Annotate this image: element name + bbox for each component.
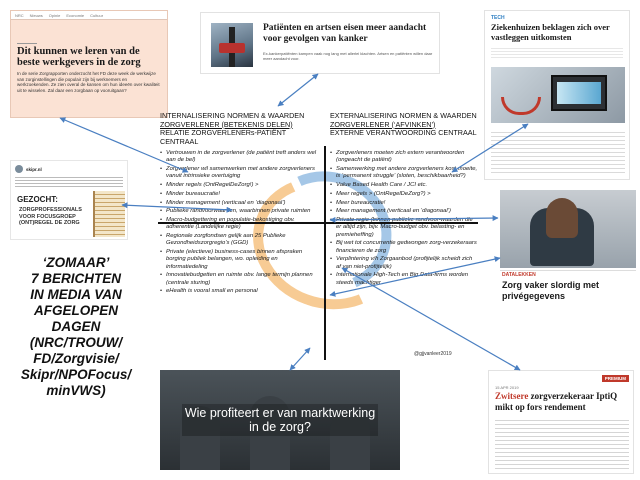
right-bullet: • Meer management (verticaal en ‘diagonaal’) xyxy=(330,208,478,215)
norms-values-diagram xyxy=(152,108,482,370)
child-shape xyxy=(546,198,578,238)
right-bullet: • Internationale High-Tech en Big Data-firms worden steeds machtiger xyxy=(330,272,478,286)
avatar[interactable] xyxy=(15,165,23,173)
headline-rest: zorgverzekeraar IptiQ mikt op fors rendement xyxy=(495,391,618,412)
left-bullets xyxy=(160,150,320,297)
datalek-headline[interactable]: Zorg vaker slordig met privégegevens xyxy=(502,280,600,301)
tweet-subtitle: ZORGPROFESSIONALS VOOR FOCUSGROEP (ONT)REGEL DE ZORG xyxy=(19,207,82,226)
caption-line: (NRC/TROUW/ xyxy=(29,335,123,350)
datalek-article-card[interactable] xyxy=(500,190,636,308)
laptop-stethoscope-photo xyxy=(491,67,625,123)
tweet-handle[interactable]: skipr.nl xyxy=(26,166,42,172)
trouw-headline[interactable]: Patiënten en artsen eisen meer aandacht voor gevolgen van kanker xyxy=(263,23,427,44)
caption-line: ‘ZOMAAR’ xyxy=(42,255,110,270)
tweet-title: GEZOCHT: xyxy=(17,195,58,204)
caption-line: FD/Zorgvisie/ xyxy=(33,351,119,366)
laptop-screen xyxy=(551,75,607,111)
right-heading xyxy=(330,112,480,138)
umbrella-photo xyxy=(211,23,253,67)
fd-headline[interactable]: Ziekenhuizen beklagen zich over vastleggen uitkomsten xyxy=(491,22,610,42)
left-bullet: • Vertrouwen in de zorgverlener (de patiënt treft anders wel aan de bel) xyxy=(160,150,320,164)
right-bullet: • Zorgverleners moeten zich extern verantwoorden (ongeacht de patiënt) xyxy=(330,150,478,164)
child-chair-photo xyxy=(500,190,636,268)
caption-line: 7 BERICHTEN xyxy=(30,271,121,286)
media-caption xyxy=(2,255,150,399)
fd-article-card[interactable] xyxy=(484,10,630,180)
left-bullet: • Minder bureaucratie! xyxy=(160,191,320,198)
tweet-header xyxy=(15,165,42,173)
stethoscope-icon xyxy=(501,97,541,115)
left-heading xyxy=(160,112,320,146)
caption-line: DAGEN xyxy=(51,319,101,334)
datalek-tag[interactable]: DATALEKKEN xyxy=(502,272,536,278)
premium-badge: PREMIUM xyxy=(602,375,629,382)
right-bullet: • Private regie (binnen publieke randvoor-waarden die er altijd zijn, bijv. Macro-budget obv. belasting- en premieheffing) xyxy=(330,217,478,239)
fd-body-text xyxy=(491,129,625,175)
headline-highlight: Zwitsere xyxy=(495,391,529,401)
right-bullet: • Meer bureaucratie! xyxy=(330,200,478,207)
right-heading-line-1: EXTERNALISERING NORMEN & WAARDEN xyxy=(330,111,477,120)
caption-line: minVWS) xyxy=(46,383,106,398)
divider xyxy=(17,43,37,44)
divider xyxy=(500,270,636,271)
left-bullet: • Private (electieve) business-cases binnen afspraken borging publiek belangen, wo. opleiding en informatiedeling xyxy=(160,249,320,271)
right-bullets xyxy=(330,150,478,288)
left-bullet: • eHealth is vooral small en personal xyxy=(160,288,320,295)
trouw-article-card[interactable] xyxy=(200,12,440,74)
right-heading-line-3: EXTERNE VERANTWOORDING CENTRAAL xyxy=(330,128,477,138)
vertical-axis xyxy=(324,146,326,360)
right-bullet: • Value Based Health Care / JCI etc. xyxy=(330,182,478,189)
nrc-intro: In de serie Zorgrapporten onderzocht het FD deze week de werkwijze van zorginstellingen die populair zijn bij werknemers en werkzoekenden. Ze zien overal de kansen om hun ideeën over kwaliteit uit te wisselen. Zal daar een zorgbaan op vooruitgaan? xyxy=(17,71,160,93)
video-caption[interactable]: Wie profiteert er van marktwerking in de zorg? xyxy=(182,404,378,436)
left-bullet: • Zorgverlener wil samenwerken met andere zorgverleners vanuit intrinsieke overtuiging xyxy=(160,166,320,180)
nrc-nav-item[interactable]: Cultuur xyxy=(90,12,104,18)
arrow-trouw xyxy=(278,74,318,106)
right-bullet: • Samenwerking met andere zorgverleners kost moeite, is ‘permanent struggle’ (sloten, beschikbaarheid?) xyxy=(330,166,478,180)
nrc-headline[interactable]: Dit kunnen we leren van de beste werkgevers in de zorg xyxy=(17,46,141,68)
fd-section-tag[interactable]: TECH xyxy=(491,15,505,21)
nrc-nav-item[interactable]: Opinie xyxy=(48,12,61,18)
left-bullet: • Macro-budgettering en populatie-bekostiging obv. adherentie (Landelijke regie) xyxy=(160,217,320,231)
author-handle: @gjjvanleer2019 xyxy=(414,351,452,357)
right-bullet: • Meer regels > (OntRegelDeZorg?) > xyxy=(330,191,478,198)
left-bullet: • Publieke randvoorwaarden, waarbinnen private ruimten xyxy=(160,208,320,215)
left-heading-line-2: ZORGVERLENER (BETEKENIS DELEN) xyxy=(160,119,293,129)
nrc-nav-item[interactable]: NRC xyxy=(15,12,24,18)
article-date: 15 APR 2019 xyxy=(495,385,519,390)
left-bullet: • Minder regels (OntRegelDeZorg!) > xyxy=(160,182,320,189)
zorgvisie-body-text xyxy=(495,417,629,471)
nrc-nav-item[interactable]: Nieuws xyxy=(29,12,43,18)
nrc-article-card[interactable] xyxy=(10,10,168,118)
paper-stack-image xyxy=(93,191,125,237)
caption-line: Skipr/NPOFocus/ xyxy=(20,367,132,382)
right-bullet: • Bij wet tot concurrentie gedwongen zorg-verzekeraars financieren de zorg xyxy=(330,240,478,254)
trouw-subtext: Ex-kankerpatiënten kampen vaak nog lang met allerlei klachten. Artsen en patiënten willen daar meer aandacht voor. xyxy=(263,51,433,61)
left-bullet: • Regionale zorgfondsen gelijk aan 25 Publieke Gezondheidszorgregio’s (GGD) xyxy=(160,233,320,247)
left-bullet: • Innovatiebudgetten en ruimte obv. lange termijn plannen (centrale sturing) xyxy=(160,272,320,286)
tweet-text-lines xyxy=(15,175,123,189)
npofocus-video-card[interactable] xyxy=(160,370,400,470)
caption-line: IN MEDIA VAN xyxy=(30,287,122,302)
nrc-nav-bar xyxy=(11,11,167,20)
skipr-tweet-card[interactable] xyxy=(10,160,128,240)
left-heading-line-1: INTERNALISERING NORMEN & WAARDEN xyxy=(160,111,305,120)
left-bullet: • Minder management (verticaal en ‘diagonaal’) xyxy=(160,200,320,207)
right-bullet: • Verplintering v/h Zorgaanbod (profijtelijk scheidt zich af van niet-profijtelijk) xyxy=(330,256,478,270)
zorgvisie-article-card[interactable] xyxy=(488,370,634,474)
nrc-nav-item[interactable]: Economie xyxy=(66,12,85,18)
fd-intro-lines xyxy=(491,46,623,58)
left-heading-line-3: RELATIE ZORGVERLENERs-PATIËNT CENTRAAL xyxy=(160,128,287,146)
caption-line: AFGELOPEN xyxy=(33,303,118,318)
zorgvisie-headline[interactable] xyxy=(495,391,631,412)
right-heading-line-2: ZORGVERLENER (‘AFVINKEN’) xyxy=(330,119,436,129)
